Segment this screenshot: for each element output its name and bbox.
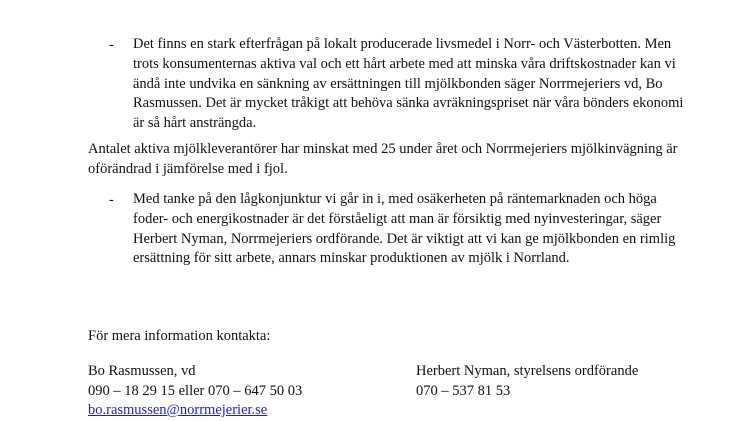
bullet-text [133,190,678,269]
text-line: ersättning för sitt arbete, annars minskar produktionen av mjölk i Norrland. [133,250,570,267]
text-line: är så hårt ansträngda. [133,115,257,132]
text-line: foder- och energikostnader är det förståeligt att man är försiktig med nyinvesteringar, säger [133,210,662,227]
text-line: oförändrad i jämförelse med i fjol. [88,160,288,177]
text-line: Med tanke på den lågkonjunktur vi går in i, med osäkerheten på räntemarknaden och höga [133,191,657,207]
contact-name: Bo Rasmussen, vd [88,363,196,379]
contact-heading: För mera information kontakta: [88,328,271,344]
text-line: Det finns en stark efterfrågan på lokalt producerade livsmedel i Norr- och Västerbotten. Men [133,36,672,52]
quote-bullet-rasmussen [88,35,684,134]
contact-name: Herbert Nyman, styrelsens ordförande [416,363,639,379]
contact-right [416,362,638,401]
contact-left [88,362,302,421]
bullet-dash: - [109,37,114,53]
contact-phone: 090 – 18 29 15 eller 070 – 647 50 03 [88,382,303,399]
quote-bullet-nyman [88,190,678,269]
text-line: ändå inte undvika en sänkning av ersättningen till mjölkbonden säger Norrmejeriers vd, Bo [133,75,663,92]
body-paragraph [88,140,678,180]
text-line: Antalet aktiva mjölkleverantörer har minskat med 25 under året och Norrmejeriers mjölkinvägning är [88,141,678,157]
text-line: trots konsumenternas aktiva val och ett hårt arbete med att minska våra driftskostnader kan vi [133,55,676,72]
text-line: Rasmussen. Det är mycket tråkigt att behöva sänka avräkningspriset när våra bönders ekonomi [133,95,684,112]
contact-phone: 070 – 537 81 53 [416,382,511,399]
bullet-dash: - [109,192,114,208]
text-line: Herbert Nyman, Norrmejeriers ordförande. Det är viktigt att vi kan ge mjölkbonden en rimlig [133,230,676,247]
contact-email-link[interactable]: bo.rasmussen@norrmejerier.se [88,402,268,418]
bullet-text [133,35,684,134]
